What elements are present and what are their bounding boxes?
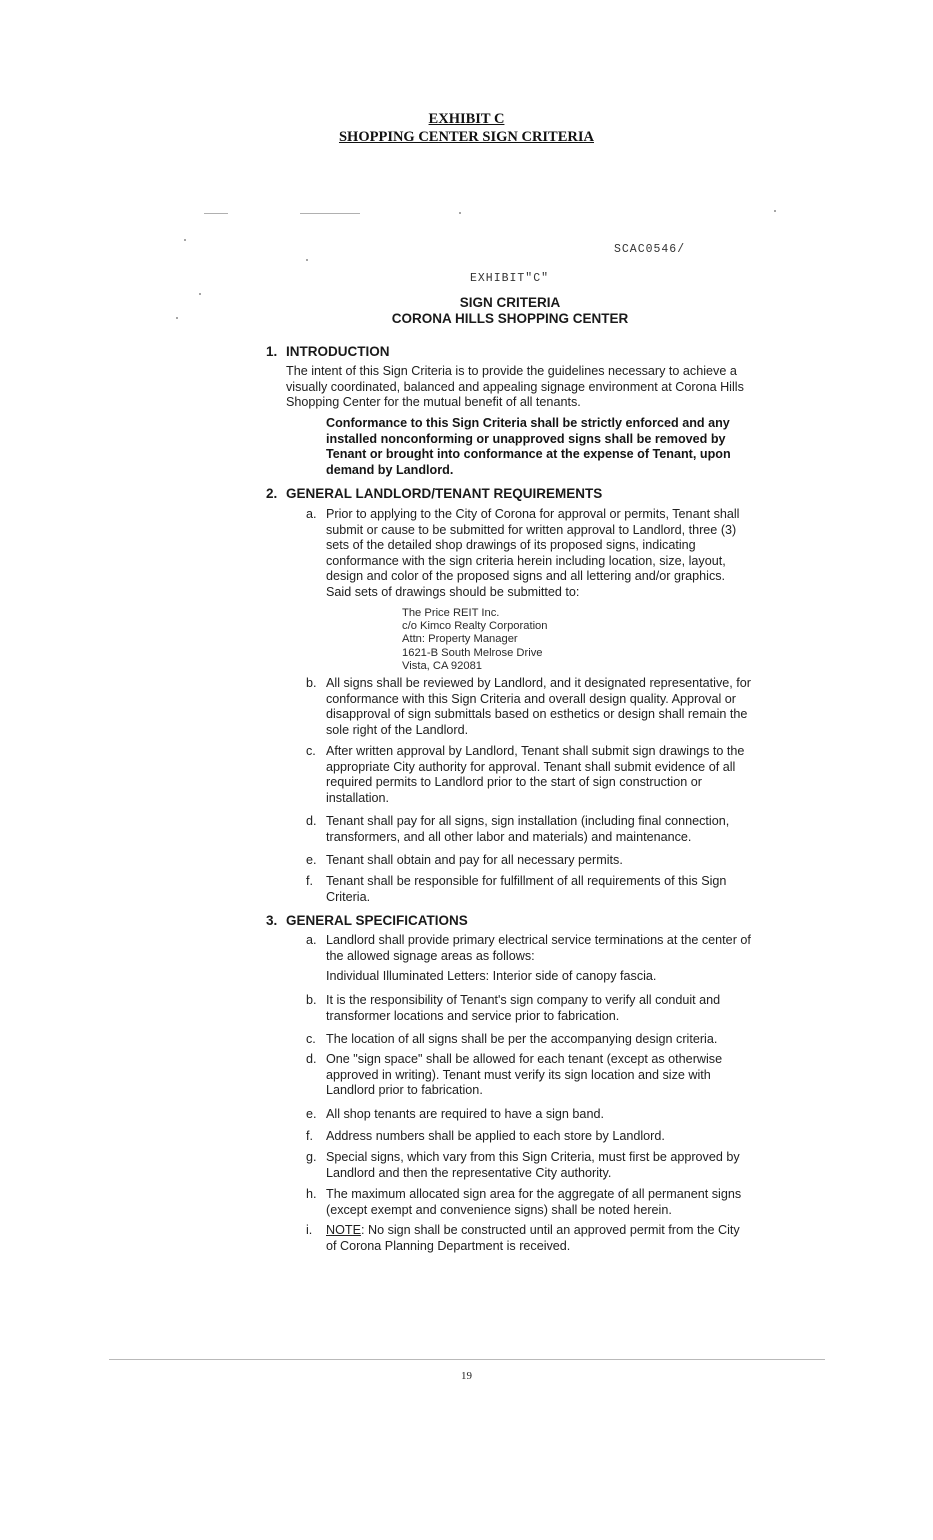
text-line: sets of the detailed shop drawings of its proposed signs, indicating — [326, 538, 696, 553]
scan-speck — [176, 317, 178, 319]
text-line: Tenant or brought into conformance at the expense of Tenant, upon — [326, 447, 731, 462]
text-line: sole right of the Landlord. — [326, 722, 469, 737]
list-item — [306, 814, 784, 845]
text-line: transformers, and all other labor and materials) and maintenance. — [326, 829, 692, 844]
list-item — [306, 1052, 784, 1099]
text-line: installation. — [326, 790, 390, 805]
item-label: g. — [306, 1150, 317, 1164]
item-label: h. — [306, 1187, 317, 1201]
section-number: 1. — [266, 344, 278, 359]
text-line: Special signs, which vary from this Sign Criteria, must first be approved by — [326, 1150, 740, 1164]
text-line: visually coordinated, balanced and appealing signage environment at Corona Hills — [286, 379, 744, 394]
text-line: Tenant shall obtain and pay for all necessary permits. — [326, 853, 623, 867]
section-number: 3. — [266, 913, 278, 928]
text-line: of Corona Planning Department is received. — [326, 1238, 571, 1253]
text-line: All signs shall be reviewed by Landlord, and it designated representative, for — [326, 676, 751, 690]
text-line: Address numbers shall be applied to each store by Landlord. — [326, 1129, 665, 1143]
item-label: b. — [306, 993, 317, 1007]
exhibit-label: EXHIBIT"C" — [470, 272, 550, 285]
section-heading — [266, 912, 468, 929]
text-line: design and color of the proposed signs and all lettering and/or graphics. — [326, 569, 726, 584]
shopping-center-title: CORONA HILLS SHOPPING CENTER — [391, 311, 629, 326]
text-line: Landlord prior to fabrication. — [326, 1083, 483, 1098]
text-line: Conformance to this Sign Criteria shall be strictly enforced and any — [326, 416, 730, 430]
item-label: e. — [306, 853, 317, 867]
section-number: 2. — [266, 486, 278, 501]
item-label: d. — [306, 1052, 317, 1066]
text-line: Criteria. — [326, 889, 371, 904]
text-line: All shop tenants are required to have a sign band. — [326, 1107, 604, 1121]
exhibit-subtitle: SHOPPING CENTER SIGN CRITERIA — [338, 129, 594, 145]
list-item — [306, 1223, 784, 1254]
address-line: Attn: Property Manager — [402, 633, 518, 646]
text-line: The location of all signs shall be per the accompanying design criteria. — [326, 1032, 718, 1046]
text-line: demand by Landlord. — [326, 462, 454, 477]
section-title: GENERAL LANDLORD/TENANT REQUIREMENTS — [286, 486, 603, 501]
list-item — [306, 744, 784, 806]
text-line: Prior to applying to the City of Corona for approval or permits, Tenant shall — [326, 507, 740, 521]
list-item — [306, 874, 784, 905]
scan-speck — [459, 212, 461, 214]
scan-speck — [204, 213, 228, 214]
list-item — [306, 676, 784, 738]
text-line: After written approval by Landlord, Tenant shall submit sign drawings to the — [326, 744, 745, 758]
list-item — [306, 1150, 784, 1181]
text-line: approved in writing). Tenant must verify its sign location and size with — [326, 1067, 711, 1082]
scan-speck — [184, 239, 186, 241]
text-line: appropriate City authority for approval. Tenant shall submit evidence of all — [326, 759, 736, 774]
list-item — [306, 1032, 784, 1048]
conformance-paragraph — [326, 416, 766, 478]
item-label: a. — [306, 507, 317, 521]
item-label: a. — [306, 933, 317, 947]
text-line: conformance with the sign criteria herein including location, size, layout, — [326, 553, 726, 568]
item-label: b. — [306, 676, 317, 690]
item-label: c. — [306, 744, 316, 758]
text-line: the allowed signage areas as follows: — [326, 948, 535, 963]
intro-paragraph — [286, 364, 784, 411]
text-line: installed nonconforming or unapproved signs shall be removed by — [326, 431, 726, 446]
item-label: d. — [306, 814, 317, 828]
exhibit-title: EXHIBIT C — [428, 111, 505, 127]
text-line: The intent of this Sign Criteria is to provide the guidelines necessary to achieve a — [286, 364, 737, 378]
section-title: GENERAL SPECIFICATIONS — [286, 913, 468, 928]
text-line: conformance with this Sign Criteria and overall design quality. Approval or — [326, 691, 736, 706]
section-heading — [266, 485, 602, 502]
address-line: c/o Kimco Realty Corporation — [402, 620, 548, 633]
document-code: SCAC0546/ — [614, 243, 686, 256]
scan-speck — [306, 259, 308, 261]
note-text: : No sign shall be constructed until an approved permit from the City — [360, 1223, 740, 1237]
text-line: (except exempt and convenience signs) shall be noted herein. — [326, 1202, 672, 1217]
scan-speck — [300, 213, 360, 214]
text-line: One "sign space" shall be allowed for each tenant (except as otherwise — [326, 1052, 723, 1066]
list-item — [306, 1107, 784, 1123]
item-label: e. — [306, 1107, 317, 1121]
scan-speck — [774, 210, 776, 212]
section-title: INTRODUCTION — [286, 344, 390, 359]
list-item — [306, 1129, 784, 1145]
footer-divider — [109, 1359, 825, 1360]
list-item — [306, 933, 784, 985]
text-line: disapproval of sign submittals based on esthetics or design shall remain the — [326, 707, 748, 722]
text-line — [326, 1223, 784, 1239]
text-line: Individual Illuminated Letters: Interior side of canopy fascia. — [326, 969, 657, 984]
item-label: f. — [306, 874, 313, 888]
text-line: Landlord and then the representative City authority. — [326, 1165, 612, 1180]
section-heading — [266, 343, 390, 360]
text-line: required permits to Landlord prior to the start of sign construction or — [326, 775, 702, 790]
note-label: NOTE — [326, 1223, 361, 1237]
text-line: transformer locations and service prior to fabrication. — [326, 1008, 620, 1023]
list-item — [306, 507, 784, 601]
text-line: It is the responsibility of Tenant's sign company to verify all conduit and — [326, 993, 721, 1007]
item-label: c. — [306, 1032, 316, 1046]
page-number: 19 — [461, 1370, 472, 1382]
item-label: i. — [306, 1223, 313, 1237]
text-line: Landlord shall provide primary electrical service terminations at the center of — [326, 933, 751, 947]
scan-speck — [199, 293, 201, 295]
mailing-address — [402, 607, 612, 673]
list-item — [306, 853, 784, 869]
text-line: Said sets of drawings should be submitted to: — [326, 584, 580, 599]
address-line: Vista, CA 92081 — [402, 659, 483, 672]
sign-criteria-title: SIGN CRITERIA — [459, 295, 561, 310]
text-line: Shopping Center for the mutual benefit of all tenants. — [286, 395, 581, 410]
text-line: Tenant shall be responsible for fulfillment of all requirements of this Sign — [326, 874, 727, 888]
list-item — [306, 1187, 784, 1218]
address-line: 1621-B South Melrose Drive — [402, 646, 543, 659]
text-line: Tenant shall pay for all signs, sign installation (including final connection, — [326, 814, 730, 828]
address-line: The Price REIT Inc. — [402, 607, 500, 619]
list-item — [306, 993, 784, 1024]
text-line: The maximum allocated sign area for the aggregate of all permanent signs — [326, 1187, 742, 1201]
text-line: submit or cause to be submitted for written approval to Landlord, three (3) — [326, 522, 737, 537]
item-label: f. — [306, 1129, 313, 1143]
